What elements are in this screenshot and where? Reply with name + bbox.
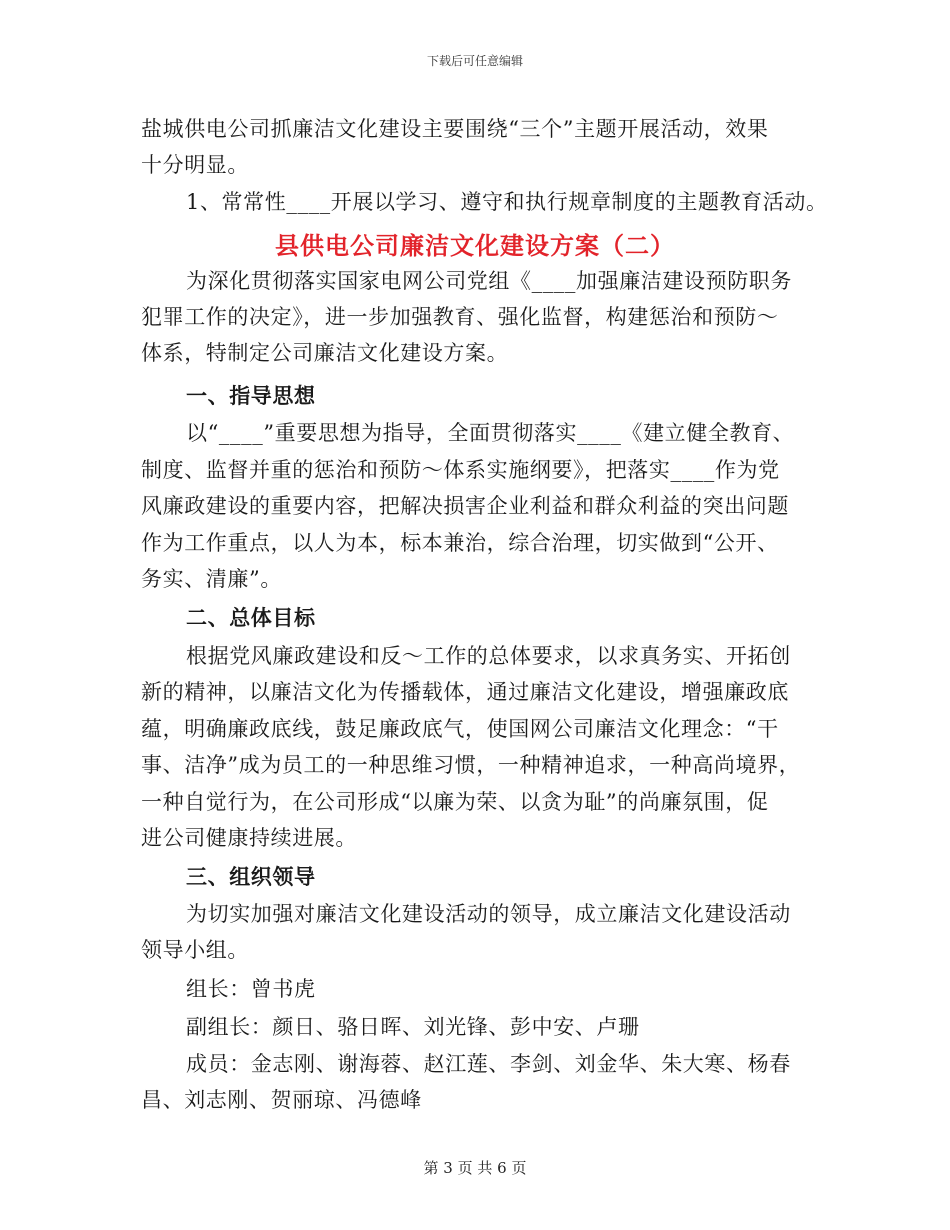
paragraph-line: 蕴，明确廉政底线，鼓足廉政底气，使国网公司廉洁文化理念：“干 [141,717,779,741]
document-title: 县供电公司廉洁文化建设方案（二） [275,231,675,260]
group-members: 成员：金志刚、谢海蓉、赵江莲、李剑、刘金华、朱大寒、杨春 [186,1052,791,1076]
paragraph-line: 以“____”重要思想为指导，全面贯彻落实____《建立健全教育、 [186,421,795,445]
paragraph-line: 事、洁净”成为员工的一种思维习惯，一种精神追求，一种高尚境界， [141,753,801,777]
page-header: 下载后可任意编辑 [426,54,523,68]
paragraph-line: 进公司健康持续进展。 [141,826,357,850]
section-heading: 二、总体目标 [186,605,316,630]
paragraph-line: 新的精神，以廉洁文化为传播载体，通过廉洁文化建设，增强廉政底 [141,680,789,704]
paragraph-line: 制度、监督并重的惩治和预防～体系实施纲要》，把落实____作为党 [141,458,780,482]
deputy-leaders: 副组长：颜日、骆日晖、刘光锋、彭中安、卢珊 [186,1015,640,1039]
paragraph-line: 为深化贯彻落实国家电网公司党组《____加强廉洁建设预防职务 [186,269,792,293]
paragraph-line: 为切实加强对廉洁文化建设活动的领导，成立廉洁文化建设活动 [186,902,791,926]
paragraph-line: 作为工作重点，以人为本，标本兼治，综合治理，切实做到“公开、 [141,531,779,555]
section-heading: 一、指导思想 [186,383,316,408]
paragraph-line: 务实、清廉”。 [141,567,282,591]
paragraph-line: 盐城供电公司抓廉洁文化建设主要围绕“三个”主题开展活动，效果 [141,117,769,141]
group-leader: 组长：曾书虎 [186,977,316,1001]
group-members-continued: 昌、刘志刚、贺丽琼、冯德峰 [141,1088,422,1112]
paragraph-line: 风廉政建设的重要内容，把解决损害企业利益和群众利益的突出问题 [141,494,789,518]
paragraph-line: 根据党风廉政建设和反～工作的总体要求，以求真务实、开拓创 [186,644,791,668]
paragraph-line: 领导小组。 [141,938,249,962]
paragraph-line: 一种自觉行为，在公司形成“以廉为荣、以贪为耻”的尚廉氛围，促 [141,790,769,814]
page-footer: 第 3 页 共 6 页 [423,1159,527,1177]
paragraph-line: 犯罪工作的决定》，进一步加强教育、强化监督，构建惩治和预防～ [141,305,779,329]
section-heading: 三、组织领导 [186,864,316,889]
paragraph-line: 十分明显。 [141,153,249,177]
paragraph-line: 体系，特制定公司廉洁文化建设方案。 [141,341,509,365]
list-item: 1、常常性____开展以学习、遵守和执行规章制度的主题教育活动。 [186,190,828,214]
